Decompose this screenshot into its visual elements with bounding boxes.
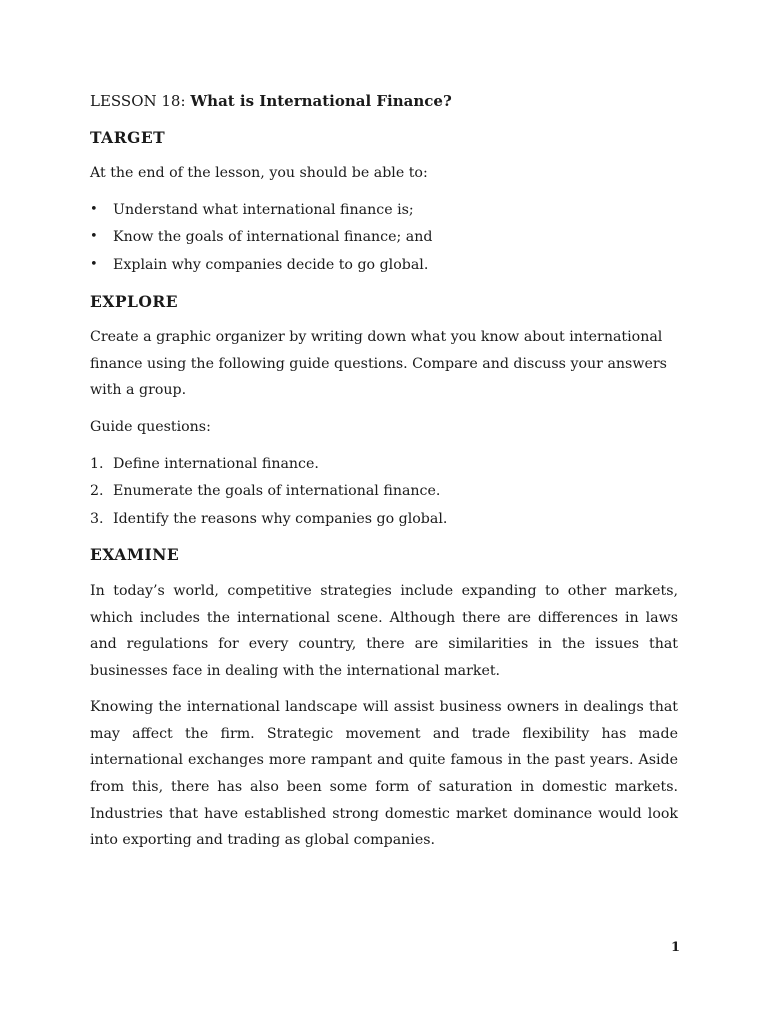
target-list-item xyxy=(90,224,678,251)
lesson-number: LESSON 18 xyxy=(90,92,181,110)
lesson-separator: : xyxy=(180,92,191,110)
target-item-text: Understand what international finance is; xyxy=(113,201,414,218)
examine-heading: EXAMINE xyxy=(90,545,180,565)
target-intro: At the end of the lesson, you should be able to: xyxy=(90,165,428,182)
target-item-text: Know the goals of international finance; and xyxy=(113,229,433,246)
examine-paragraph: Knowing the international landscape will assist business owners in dealings that may affect the firm. Strategic movement and trade flexibility has made international exchanges more rampant and quite famous in the past years. Aside from this, there has also been some form of saturation in domestic markets. Industries that have established strong domestic market dominance would look into exporting and trading as global companies. xyxy=(90,699,678,849)
bullet-icon: • xyxy=(90,229,98,245)
explore-intro: Create a graphic organizer by writing down what you know about international finance using the following guide questions. Compare and discuss your answers with a group. xyxy=(90,329,667,399)
target-list-item xyxy=(90,252,678,279)
examine-paragraph: In today’s world, competitive strategies include expanding to other markets, which includes the international scene. Although there are differences in laws and regulations for every country, there are similarities in the issues that businesses face in dealing with the international market. xyxy=(90,582,678,679)
target-list-item xyxy=(90,197,678,224)
guide-questions-list xyxy=(90,451,678,533)
guide-question-item xyxy=(90,451,678,478)
guide-question-item xyxy=(90,506,678,533)
lesson-title xyxy=(90,88,678,115)
target-list xyxy=(90,197,678,279)
document-page xyxy=(90,88,678,864)
bullet-icon: • xyxy=(90,201,98,217)
question-number: 3. xyxy=(90,510,104,527)
guide-questions-label: Guide questions: xyxy=(90,418,211,435)
bullet-icon: • xyxy=(90,256,98,272)
guide-question-item xyxy=(90,478,678,505)
target-heading: TARGET xyxy=(90,127,166,147)
question-number: 1. xyxy=(90,455,104,472)
lesson-title-text: What is International Finance? xyxy=(190,92,452,110)
question-text: Identify the reasons why companies go global. xyxy=(113,510,448,527)
question-text: Define international finance. xyxy=(113,455,319,472)
question-number: 2. xyxy=(90,483,104,500)
explore-heading: EXPLORE xyxy=(90,291,179,311)
target-item-text: Explain why companies decide to go global. xyxy=(113,256,429,273)
question-text: Enumerate the goals of international finance. xyxy=(113,483,441,500)
page-number: 1 xyxy=(670,940,680,955)
